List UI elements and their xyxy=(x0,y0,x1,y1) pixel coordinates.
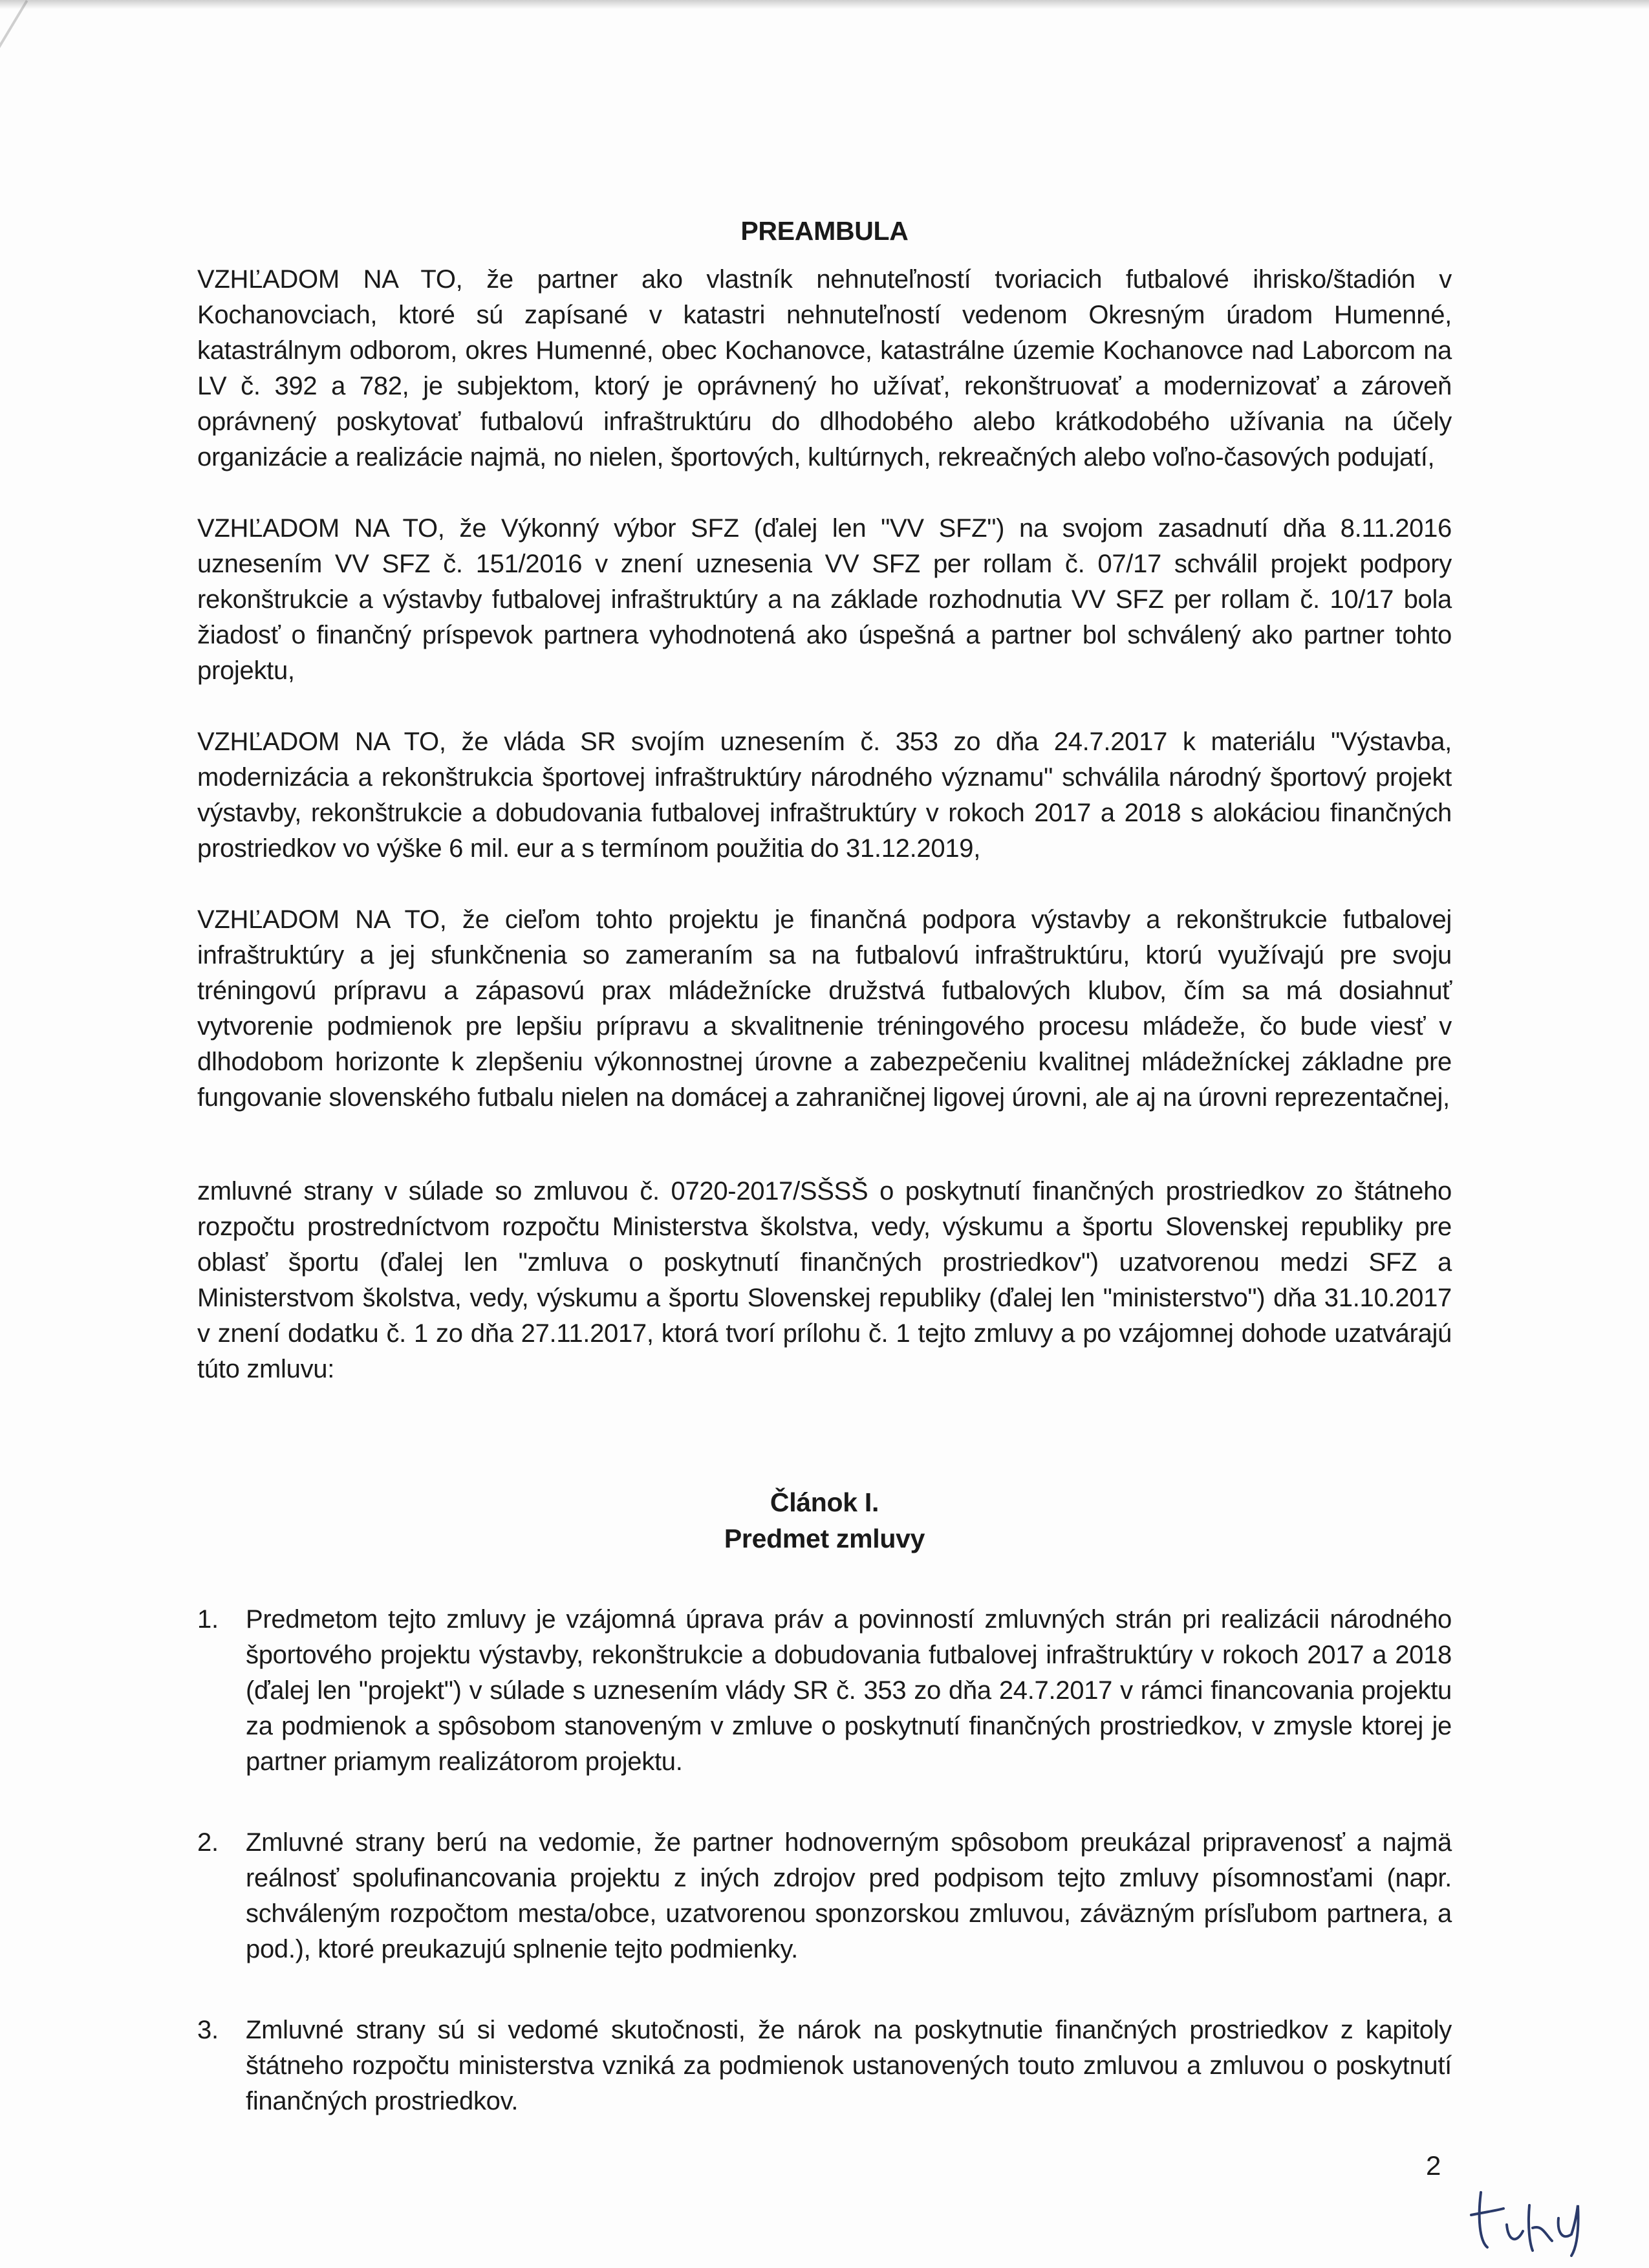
article-item-text: Zmluvné strany berú na vedomie, že partner hodnoverným spôsobom preukázal pripravenosť a najmä reálnosť spolufinancovania projektu z iných zdrojov pred podpisom tejto zmluvy písomnosťami (napr. schváleným rozpočtom mesta/obce, uzatvorenou sponzorskou zmluvou, záväzným prísľubom partnera, a pod.), ktoré preukazujú splnenie tejto podmienky. xyxy=(246,1828,1452,1963)
preamble-paragraph-3: VZHĽADOM NA TO, že vláda SR svojím uznesením č. 353 zo dňa 24.7.2017 k materiálu "Výstavba, modernizácia a rekonštrukcia športovej infraštruktúry národného významu" schválila národný športový projekt výstavby, rekonštrukcie a dobudovania futbalovej infraštruktúry v rokoch 2017 a 2018 s alokáciou finančných prostriedkov vo výške 6 mil. eur a s termínom použitia do 31.12.2019, xyxy=(197,728,1452,863)
document-body xyxy=(197,213,1452,2165)
preamble-paragraph-5: zmluvné strany v súlade so zmluvou č. 0720-2017/SŠSŠ o poskytnutí finančných prostriedkov zo štátneho rozpočtu prostredníctvom rozpočtu Ministerstva školstva, vedy, výskumu a športu Slovenskej republiky pre oblasť športu (ďalej len "zmluva o poskytnutí finančných prostriedkov") uzatvorenou medzi SFZ a Ministerstvom školstva, vedy, výskumu a športu Slovenskej republiky (ďalej len "ministerstvo") dňa 31.10.2017 v znení dodatku č. 1 zo dňa 27.11.2017, ktorá tvorí prílohu č. 1 tejto zmluvy a po vzájomnej dohode uzatvárajú túto zmluvu: xyxy=(197,1177,1452,1383)
article-item-text: Zmluvné strany sú si vedomé skutočnosti, že nárok na poskytnutie finančných prostriedkov z kapitoly štátneho rozpočtu ministerstva vzniká za podmienok ustanovených touto zmluvou a zmluvou o poskytnutí finančných prostriedkov. xyxy=(246,2016,1452,2115)
preamble-paragraph-4: VZHĽADOM NA TO, že cieľom tohto projektu je finančná podpora výstavby a rekonštrukcie futbalovej infraštruktúry a jej sfunkčnenia so zameraním sa na futbalovú infraštruktúru, ktorú využívajú pre svoju tréningovú prípravu a zápasovú prax mládežnícke družstvá futbalových klubov, čím sa má dosiahnuť vytvorenie podmienok pre lepšiu prípravu a skvalitnenie tréningového procesu mládeže, čo bude viesť v dlhodobom horizonte k zlepšeniu výkonnostnej úrovne a zabezpečeniu kvalitnej mládežníckej základne pre fungovanie slovenského futbalu nielen na domácej a zahraničnej ligovej úrovni, ale aj na úrovni reprezentačnej, xyxy=(197,905,1452,1112)
article-item-number: 2. xyxy=(197,1828,219,1857)
article-heading-block xyxy=(197,1484,1452,1557)
scan-edge xyxy=(0,0,1649,9)
article-item-1 xyxy=(197,1602,1452,1780)
preamble-paragraph-1: VZHĽADOM NA TO, že partner ako vlastník nehnuteľností tvoriacich futbalové ihrisko/štadión v Kochanovciach, ktoré sú zapísané v katastri nehnuteľností vedenom Okresným úradom Humenné, katastrálnym odborom, okres Humenné, obec Kochanovce, katastrálne územie Kochanovce nad Laborcom na LV č. 392 a 782, je subjektom, ktorý je oprávnený ho užívať, rekonštruovať a modernizovať a zároveň oprávnený poskytovať futbalovú infraštruktúru do dlhodobého alebo krátkodobého užívania na účely organizácie a realizácie najmä, no nielen, športových, kultúrnych, rekreačných alebo voľno-časových podujatí, xyxy=(197,265,1452,471)
article-subheading: Predmet zmluvy xyxy=(724,1524,925,1553)
paper-fold-mark xyxy=(0,0,28,245)
article-item-text: Predmetom tejto zmluvy je vzájomná úprava práv a povinností zmluvných strán pri realizácii národného športového projektu výstavby, rekonštrukcie a dobudovania futbalovej infraštruktúry v rokoch 2017 a 2018 (ďalej len "projekt") v súlade s uznesením vlády SR č. 353 zo dňa 24.7.2017 v rámci financovania projektu za podmienok a spôsobom stanoveným v zmluve o poskytnutí finančných prostriedkov, v zmysle ktorej je partner priamym realizátorom projektu. xyxy=(246,1605,1452,1776)
page-number: 2 xyxy=(1426,2150,1441,2181)
handwritten-initials xyxy=(1468,2179,1591,2257)
article-heading: Článok I. xyxy=(770,1487,879,1517)
article-item-2 xyxy=(197,1825,1452,1967)
article-item-number: 3. xyxy=(197,2016,219,2044)
preamble-paragraph-2: VZHĽADOM NA TO, že Výkonný výbor SFZ (ďalej len "VV SFZ") na svojom zasadnutí dňa 8.11.2016 uznesením VV SFZ č. 151/2016 v znení uznesenia VV SFZ per rollam č. 07/17 schválil projekt podpory rekonštrukcie a výstavby futbalovej infraštruktúry a na základe rozhodnutia VV SFZ per rollam č. 10/17 bola žiadosť o finančný príspevok partnera vyhodnotená ako úspešná a partner bol schválený ako partner tohto projektu, xyxy=(197,514,1452,685)
article-item-number: 1. xyxy=(197,1605,219,1634)
article-item-3 xyxy=(197,2013,1452,2119)
preamble-title: PREAMBULA xyxy=(740,216,909,246)
